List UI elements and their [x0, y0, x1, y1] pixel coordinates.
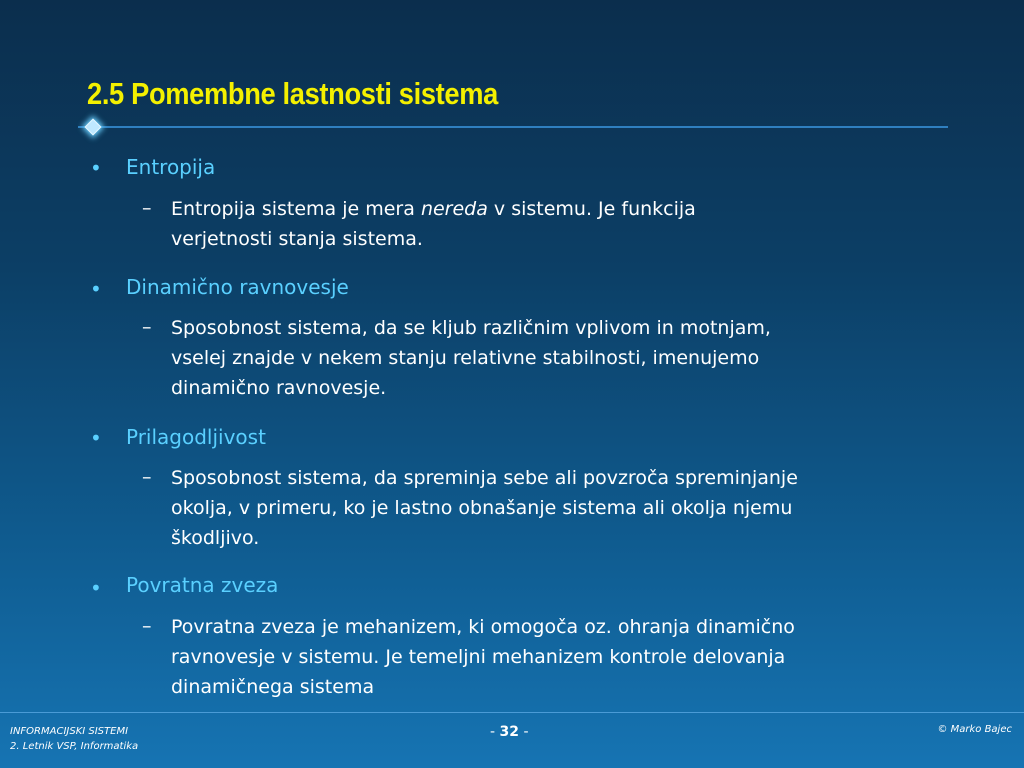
bullet-icon: •: [90, 426, 102, 450]
bullet-icon: •: [90, 576, 102, 600]
dash-icon: –: [142, 197, 152, 219]
sub-line: okolja, v primeru, ko je lastno obnašanje sistema ali okolja njemu: [171, 497, 793, 519]
sub-line: Sposobnost sistema, da spreminja sebe ali povzroča spreminjanje: [171, 467, 798, 489]
diamond-icon: [85, 119, 102, 136]
sub-line: Sposobnost sistema, da se kljub različnim vplivom in motnjam,: [171, 317, 771, 339]
bullet-icon: •: [90, 277, 102, 301]
sub-item-prilagodljivost: [171, 463, 961, 553]
sub-line: škodljivo.: [171, 527, 260, 549]
sub-item-dinamicno-ravnovesje: [171, 313, 961, 403]
sub-line: Entropija sistema je mera nereda v sistemu. Je funkcija: [171, 198, 696, 220]
sub-line: dinamično ravnovesje.: [171, 377, 387, 399]
footer-divider: [0, 712, 1024, 713]
dash-icon: –: [142, 316, 152, 338]
bullet-heading-povratna-zveza: Povratna zveza: [126, 573, 279, 597]
dash-icon: –: [142, 466, 152, 488]
title-divider: [78, 126, 948, 128]
bullet-heading-dinamicno-ravnovesje: Dinamično ravnovesje: [126, 275, 349, 299]
footer-author: © Marko Bajec: [937, 724, 1012, 735]
sub-line: dinamičnega sistema: [171, 676, 375, 698]
bullet-heading-prilagodljivost: Prilagodljivost: [126, 425, 266, 449]
dash-icon: –: [142, 615, 152, 637]
footer-course-detail: 2. Letnik VSP, Informatika: [10, 741, 139, 752]
footer-course-name: INFORMACIJSKI SISTEMI: [10, 726, 129, 737]
sub-line: vselej znajde v nekem stanju relativne stabilnosti, imenujemo: [171, 347, 760, 369]
bullet-icon: •: [90, 156, 102, 180]
emphasis-text: nereda: [420, 198, 488, 220]
page-number: - 32 -: [490, 724, 529, 740]
sub-item-povratna-zveza: [171, 612, 961, 702]
footer-course-info: [10, 724, 138, 754]
sub-line: ravnovesje v sistemu. Je temeljni mehanizem kontrole delovanja: [171, 646, 786, 668]
sub-item-entropija: [171, 194, 961, 254]
page-number-value: 32: [499, 724, 519, 740]
bullet-heading-entropija: Entropija: [126, 155, 216, 179]
sub-line: verjetnosti stanja sistema.: [171, 228, 423, 250]
slide-title: 2.5 Pomembne lastnosti sistema: [87, 76, 498, 111]
sub-line: Povratna zveza je mehanizem, ki omogoča oz. ohranja dinamično: [171, 616, 795, 638]
